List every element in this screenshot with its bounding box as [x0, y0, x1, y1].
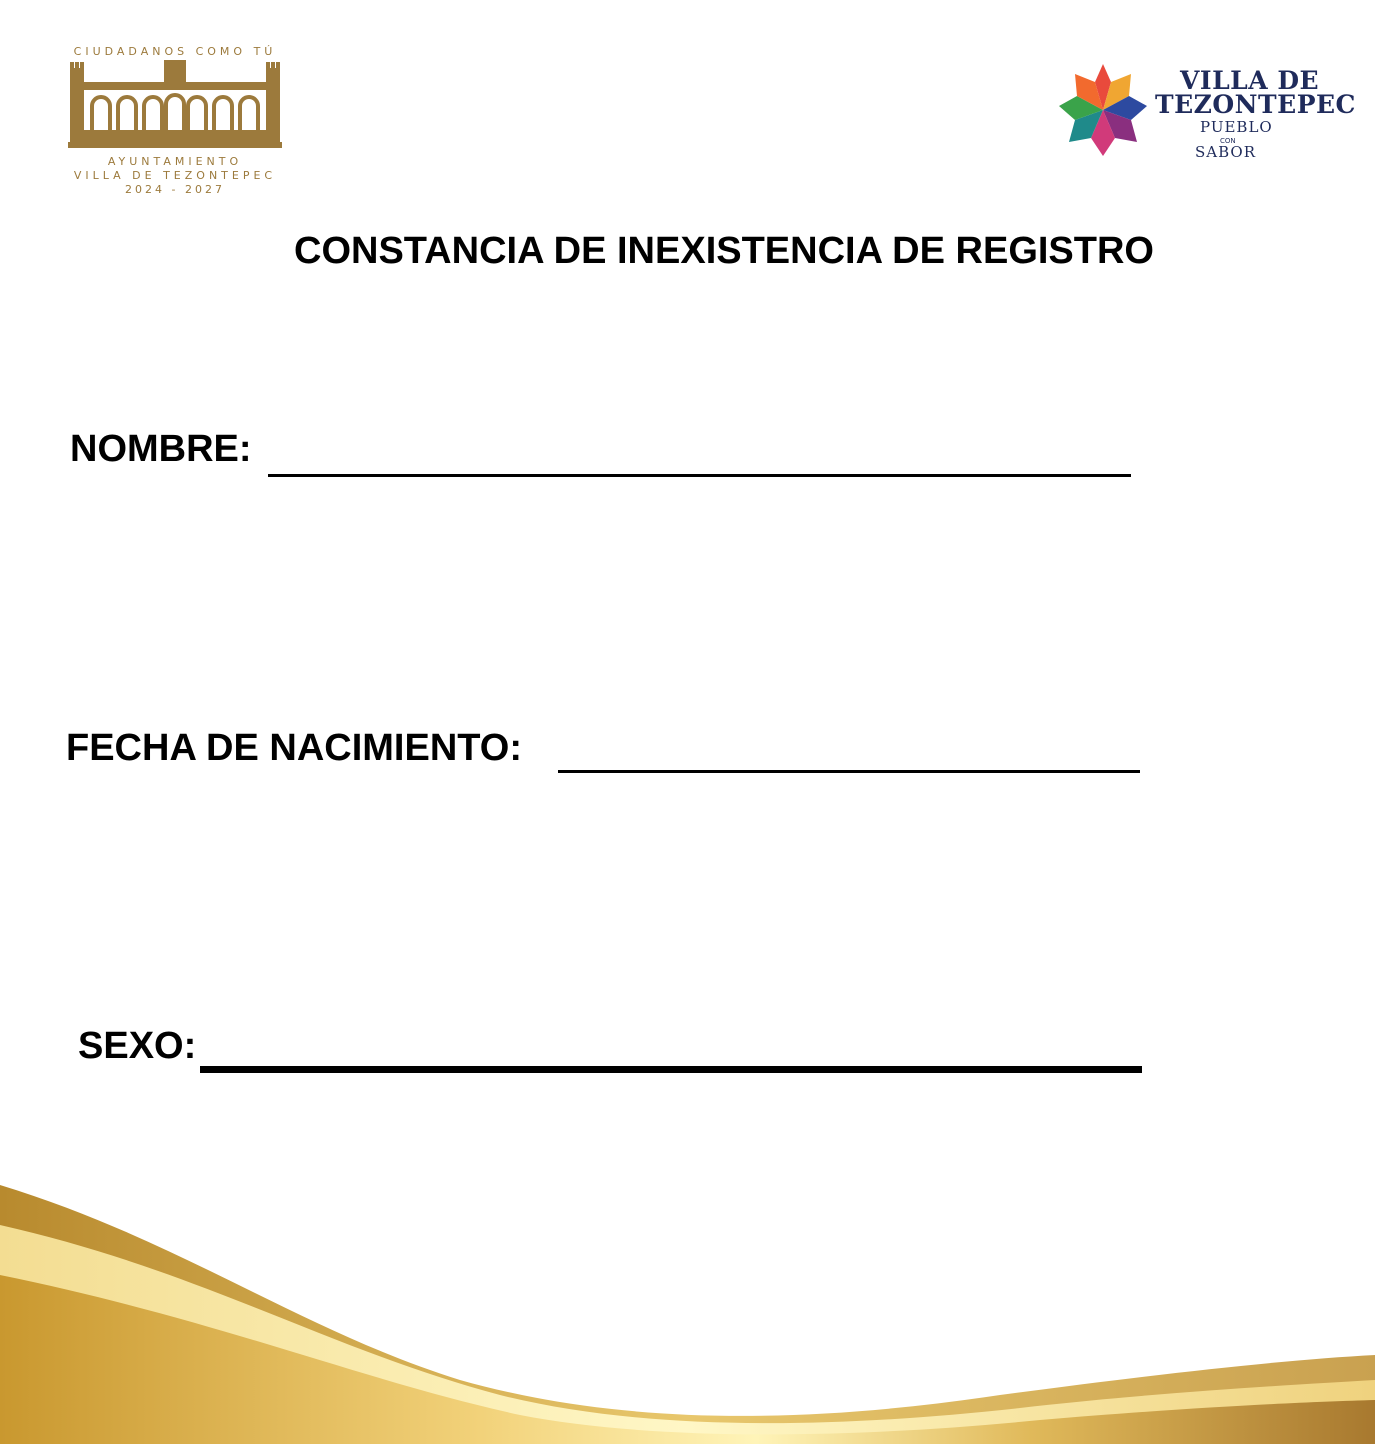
- gold-wave-decoration: [0, 1180, 1375, 1444]
- logo-line-period: 2024 - 2027: [125, 183, 225, 196]
- fecha-nacimiento-blank-line: [558, 770, 1140, 773]
- sexo-label: SEXO:: [78, 1025, 197, 1067]
- star-flower-icon: [1055, 60, 1151, 160]
- sexo-blank-line: [200, 1066, 1142, 1073]
- logo-pueblo-text: PUEBLO: [1200, 118, 1273, 136]
- logo-sabor-text: SABOR: [1195, 143, 1257, 161]
- logo-line-municipio: VILLA DE TEZONTEPEC: [73, 169, 277, 182]
- nombre-label: NOMBRE:: [70, 428, 252, 470]
- logo-line-ayuntamiento: AYUNTAMIENTO: [107, 155, 243, 168]
- villa-de-tezontepec-logo: [1055, 60, 1356, 161]
- logo-villa-de-text: VILLA DE: [1180, 66, 1320, 95]
- ayuntamiento-logo: [60, 40, 290, 205]
- logo-con-text: CON: [1220, 137, 1236, 145]
- logo-tagline: CIUDADANOS COMO TÚ: [73, 45, 277, 58]
- nombre-blank-line: [268, 474, 1131, 477]
- fecha-nacimiento-label: FECHA DE NACIMIENTO:: [66, 727, 522, 769]
- logo-tezontepec-text: TEZONTEPEC: [1155, 90, 1356, 119]
- palace-building-icon: [68, 60, 282, 155]
- document-title: CONSTANCIA DE INEXISTENCIA DE REGISTRO: [294, 230, 1154, 272]
